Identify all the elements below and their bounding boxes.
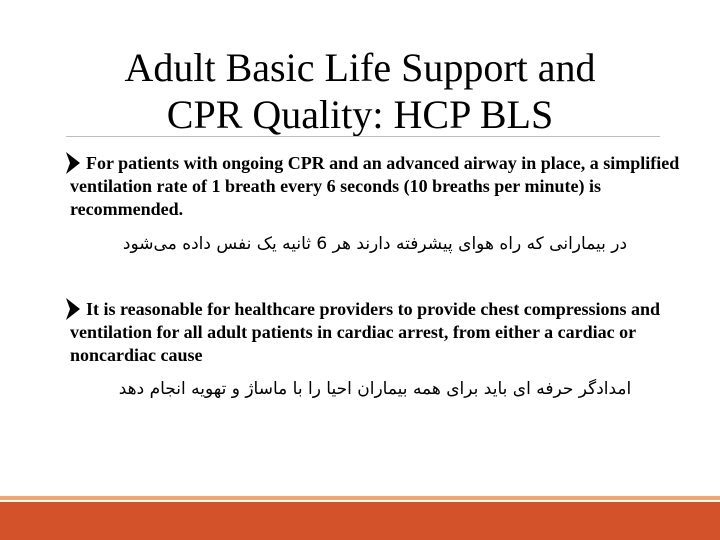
title-line-1: Adult Basic Life Support and [124,45,596,90]
arrow-right-icon [64,296,82,322]
persian-translation-ventilation: در بیمارانی که راه هوای پیشرفته دارند هر 6 ثانیه یک نفس داده می‌شود [122,234,628,254]
bullet-text: For patients with ongoing CPR and an advanced airway in place, a simplified ventilation rate of 1 breath every 6 seconds (10 breaths per minute) is recommended. [70,153,680,219]
footer-bar [0,502,720,540]
title-line-2: CPR Quality: HCP BLS [166,92,554,137]
bullet-item-ventilation-rate [70,152,690,221]
bullet-text: It is reasonable for healthcare providers to provide chest compressions and ventilation for all adult patients in cardiac arrest, from either a cardiac or noncardiac cause [70,299,661,365]
slide-title [0,44,720,138]
persian-translation-compressions: امدادگر حرفه ای باید برای همه بیماران احیا را با ماساژ و تهویه انجام دهد [118,379,632,399]
arrow-right-icon [64,150,82,176]
footer-accent-line [0,496,720,500]
bullet-item-compressions [70,298,690,367]
title-divider [66,136,660,137]
